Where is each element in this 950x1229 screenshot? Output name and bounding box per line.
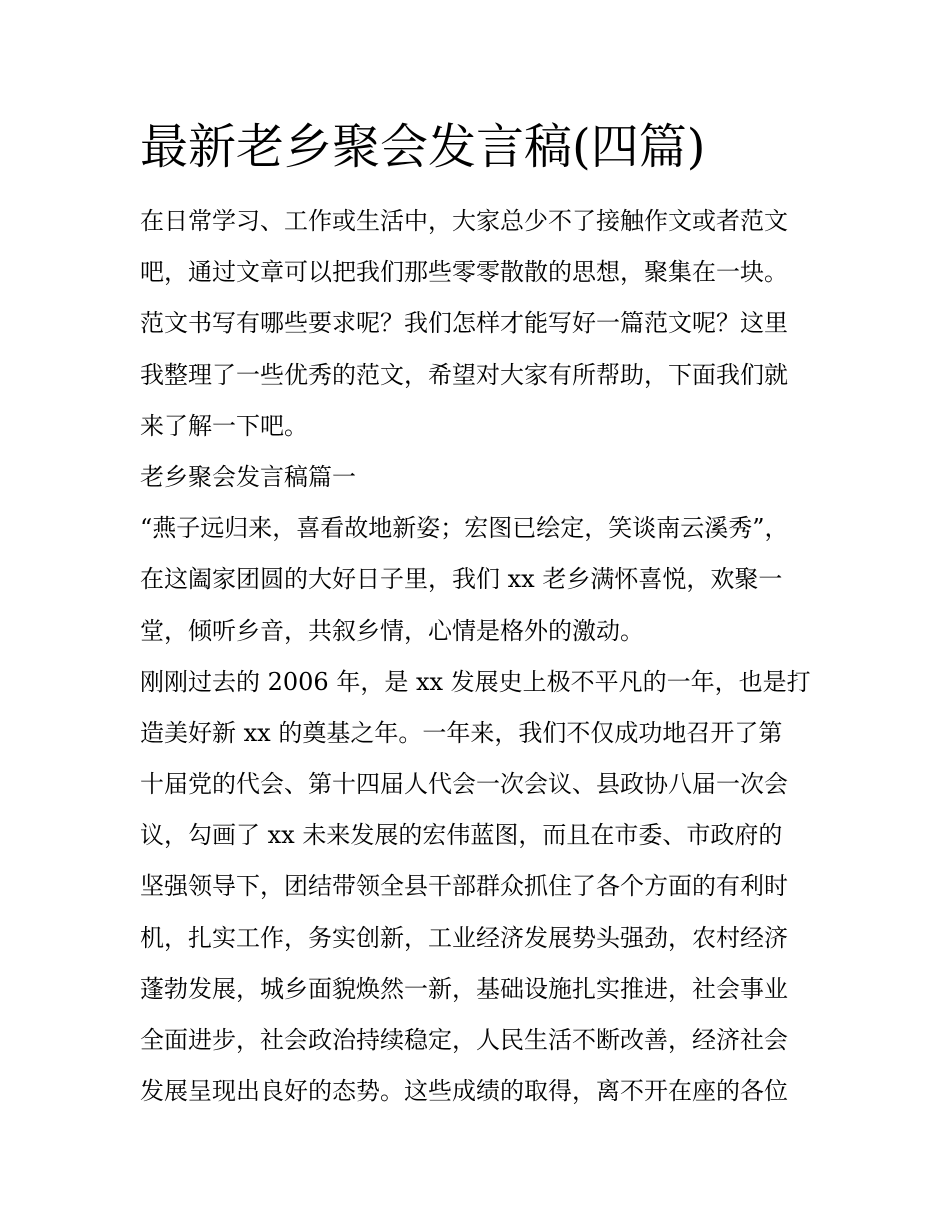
body-line: 吧，通过文章可以把我们那些零零散散的思想，聚集在一块。: [140, 258, 788, 287]
body-line: 坚强领导下，团结带领全县干部群众抓住了各个方面的有利时: [140, 872, 788, 901]
body-line: 范文书写有哪些要求呢？我们怎样才能写好一篇范文呢？这里: [140, 309, 788, 338]
section-heading: 老乡聚会发言稿篇一: [140, 462, 356, 491]
body-line: 蓬勃发展，城乡面貌焕然一新，基础设施扎实推进，社会事业: [140, 974, 788, 1003]
body-line: 议，勾画了 xx 未来发展的宏伟蓝图，而且在市委、市政府的: [140, 821, 783, 850]
body-line: 十届党的代会、第十四届人代会一次会议、县政协八届一次会: [140, 770, 788, 799]
body-line: 我整理了一些优秀的范文，希望对大家有所帮助，下面我们就: [140, 360, 788, 389]
body-line: 在日常学习、工作或生活中，大家总少不了接触作文或者范文: [140, 207, 788, 235]
body-line: 发展呈现出良好的态势。这些成绩的取得，离不开在座的各位: [140, 1077, 788, 1106]
body-line: 来了解一下吧。: [140, 411, 308, 440]
body-line: 堂，倾听乡音，共叙乡情，心情是格外的激动。: [140, 616, 644, 645]
document-body: [140, 196, 816, 1117]
body-line: 刚刚过去的 2006 年，是 xx 发展史上极不平凡的一年，也是打: [140, 667, 811, 696]
body-line: “燕子远归来，喜看故地新姿；宏图已绘定，笑谈南云溪秀”，: [140, 514, 789, 543]
body-line: 在这阖家团圆的大好日子里，我们 xx 老乡满怀喜悦，欢聚一: [140, 565, 783, 594]
body-line: 机，扎实工作，务实创新，工业经济发展势头强劲，农村经济: [140, 923, 788, 952]
body-line: 全面进步，社会政治持续稳定，人民生活不断改善，经济社会: [140, 1026, 788, 1054]
document-title: 最新老乡聚会发言稿(四篇): [140, 119, 706, 175]
body-line: 造美好新 xx 的奠基之年。一年来，我们不仅成功地召开了第: [140, 718, 783, 747]
